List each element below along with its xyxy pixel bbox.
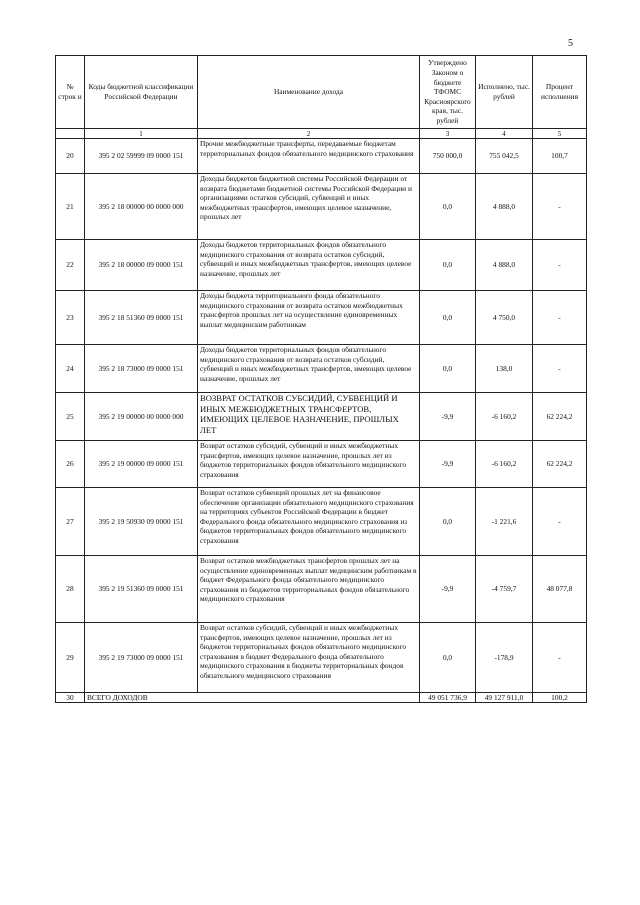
header-row xyxy=(56,56,587,129)
executed-value: -4 759,7 xyxy=(476,556,533,623)
total-executed: 49 127 911,0 xyxy=(476,693,533,703)
row-number: 27 xyxy=(56,488,85,556)
row-number: 24 xyxy=(56,345,85,393)
column-number: 1 xyxy=(85,129,198,139)
header-name: Наименование дохода xyxy=(198,56,420,129)
row-number: 26 xyxy=(56,441,85,488)
budget-code: 395 2 19 50930 09 0000 151 xyxy=(85,488,198,556)
executed-value: -6 160,2 xyxy=(476,441,533,488)
column-number: 3 xyxy=(420,129,476,139)
percent-value: - xyxy=(533,345,587,393)
header-code: Коды бюджетной классификации Российской Федерации xyxy=(85,56,198,129)
column-number: 2 xyxy=(198,129,420,139)
percent-value: 62 224,2 xyxy=(533,393,587,441)
income-name: Возврат остатков межбюджетных трансфертов прошлых лет на осуществление единовременных выплат медицинским работникам в бюджет Федерального фонда обязательного медицинского страхования из бюджетов территориальных фондов обязательного медицинского страхования xyxy=(198,556,420,623)
table-row xyxy=(56,345,587,393)
executed-value: 755 042,5 xyxy=(476,139,533,174)
income-name: Доходы бюджетов бюджетной системы Российской Федерации от возврата бюджетами бюджетной системы Российской Федерации и организациями остатков субсидий, субвенций и иных межбюджетных трансфертов, имеющих целевое назначение, прошлых лет xyxy=(198,174,420,240)
budget-code: 395 2 18 00000 00 0000 000 xyxy=(85,174,198,240)
approved-value: 0,0 xyxy=(420,291,476,345)
percent-value: - xyxy=(533,291,587,345)
approved-value: 0,0 xyxy=(420,488,476,556)
percent-value: - xyxy=(533,623,587,693)
income-name: Доходы бюджетов территориальных фондов обязательного медицинского страхования от возврата остатков субсидий, субвенций и иных межбюджетных трансфертов, имеющих целевое назначение, прошлых лет xyxy=(198,345,420,393)
row-number: 21 xyxy=(56,174,85,240)
header-num: № строк и xyxy=(56,56,85,129)
percent-value: - xyxy=(533,240,587,291)
header-executed: Исполнено, тыс. рублей xyxy=(476,56,533,129)
row-number: 29 xyxy=(56,623,85,693)
budget-code: 395 2 18 73000 09 0000 151 xyxy=(85,345,198,393)
row-number: 23 xyxy=(56,291,85,345)
percent-value: 100,7 xyxy=(533,139,587,174)
percent-value: 48 077,8 xyxy=(533,556,587,623)
budget-code: 395 2 19 00000 00 0000 000 xyxy=(85,393,198,441)
table-row xyxy=(56,623,587,693)
budget-code: 395 2 02 59999 09 0000 151 xyxy=(85,139,198,174)
budget-code: 395 2 19 00000 09 0000 151 xyxy=(85,441,198,488)
table-row xyxy=(56,291,587,345)
table-row xyxy=(56,393,587,441)
income-name: Возврат остатков субсидий, субвенций и иных межбюджетных трансфертов, имеющих целевое назначение, прошлых лет из бюджетов территориальных фондов обязательного медицинского страхования в бюджет Федерального фонда обязательного медицинского страхования в бюджеты территориальных фондов обязательного медицинского страхования xyxy=(198,623,420,693)
approved-value: 0,0 xyxy=(420,240,476,291)
total-approved: 49 051 736,9 xyxy=(420,693,476,703)
column-numbers-row xyxy=(56,129,587,139)
executed-value: -1 221,6 xyxy=(476,488,533,556)
percent-value: 62 224,2 xyxy=(533,441,587,488)
row-number: 28 xyxy=(56,556,85,623)
table-row xyxy=(56,240,587,291)
table-row xyxy=(56,488,587,556)
approved-value: -9,9 xyxy=(420,556,476,623)
percent-value: - xyxy=(533,488,587,556)
executed-value: 138,0 xyxy=(476,345,533,393)
column-number: 4 xyxy=(476,129,533,139)
header-approved: Утверждено Законом о бюджете ТФОМС Красноярского края, тыс. рублей xyxy=(420,56,476,129)
income-name: Возврат остатков субвенций прошлых лет на финансовое обеспечение организации обязательного медицинского страхования на территориях субъектов Российской Федерации в бюджет Федерального фонда обязательного медицинского страхования из бюджетов территориальных фондов обязательного медицинского страхования xyxy=(198,488,420,556)
table-row xyxy=(56,441,587,488)
executed-value: 4 750,0 xyxy=(476,291,533,345)
table-row xyxy=(56,174,587,240)
table-row xyxy=(56,556,587,623)
approved-value: -9,9 xyxy=(420,441,476,488)
executed-value: -6 160,2 xyxy=(476,393,533,441)
row-number: 30 xyxy=(56,693,85,703)
income-table xyxy=(55,55,587,703)
column-number: 5 xyxy=(533,129,587,139)
approved-value: 0,0 xyxy=(420,345,476,393)
approved-value: 0,0 xyxy=(420,174,476,240)
header-percent: Процент исполнения xyxy=(533,56,587,129)
total-label: ВСЕГО ДОХОДОВ xyxy=(85,693,420,703)
budget-code: 395 2 19 73000 09 0000 151 xyxy=(85,623,198,693)
budget-code: 395 2 18 00000 09 0000 151 xyxy=(85,240,198,291)
income-name: Возврат остатков субсидий, субвенций и иных межбюджетных трансфертов, имеющих целевое назначение, прошлых лет из бюджетов территориальных фондов обязательного медицинского страхования xyxy=(198,441,420,488)
percent-value: - xyxy=(533,174,587,240)
row-number: 25 xyxy=(56,393,85,441)
income-name: Прочие межбюджетные трансферты, передаваемые бюджетам территориальных фондов обязательного медицинского страхования xyxy=(198,139,420,174)
executed-value: 4 888,0 xyxy=(476,240,533,291)
executed-value: 4 888,0 xyxy=(476,174,533,240)
approved-value: 750 000,0 xyxy=(420,139,476,174)
total-percent: 100,2 xyxy=(533,693,587,703)
page-number: 5 xyxy=(568,38,573,49)
income-name: Доходы бюджета территориального фонда обязательного медицинского страхования от возврата остатков межбюджетных трансфертов прошлых лет на осуществление единовременных выплат медицинским работникам xyxy=(198,291,420,345)
budget-code: 395 2 19 51360 09 0000 151 xyxy=(85,556,198,623)
budget-code: 395 2 18 51360 09 0000 151 xyxy=(85,291,198,345)
row-number: 22 xyxy=(56,240,85,291)
income-name: Доходы бюджетов территориальных фондов обязательного медицинского страхования от возврата остатков субсидий, субвенций и иных межбюджетных трансфертов, имеющих целевое назначение, прошлых лет xyxy=(198,240,420,291)
table-row xyxy=(56,139,587,174)
row-number: 20 xyxy=(56,139,85,174)
executed-value: -178,9 xyxy=(476,623,533,693)
total-row xyxy=(56,693,587,703)
income-name: ВОЗВРАТ ОСТАТКОВ СУБСИДИЙ, СУБВЕНЦИЙ И ИНЫХ МЕЖБЮДЖЕТНЫХ ТРАНСФЕРТОВ, ИМЕЮЩИХ ЦЕЛЕВОЕ НАЗНАЧЕНИЕ, ПРОШЛЫХ ЛЕТ xyxy=(198,393,420,441)
approved-value: 0,0 xyxy=(420,623,476,693)
column-number xyxy=(56,129,85,139)
approved-value: -9,9 xyxy=(420,393,476,441)
